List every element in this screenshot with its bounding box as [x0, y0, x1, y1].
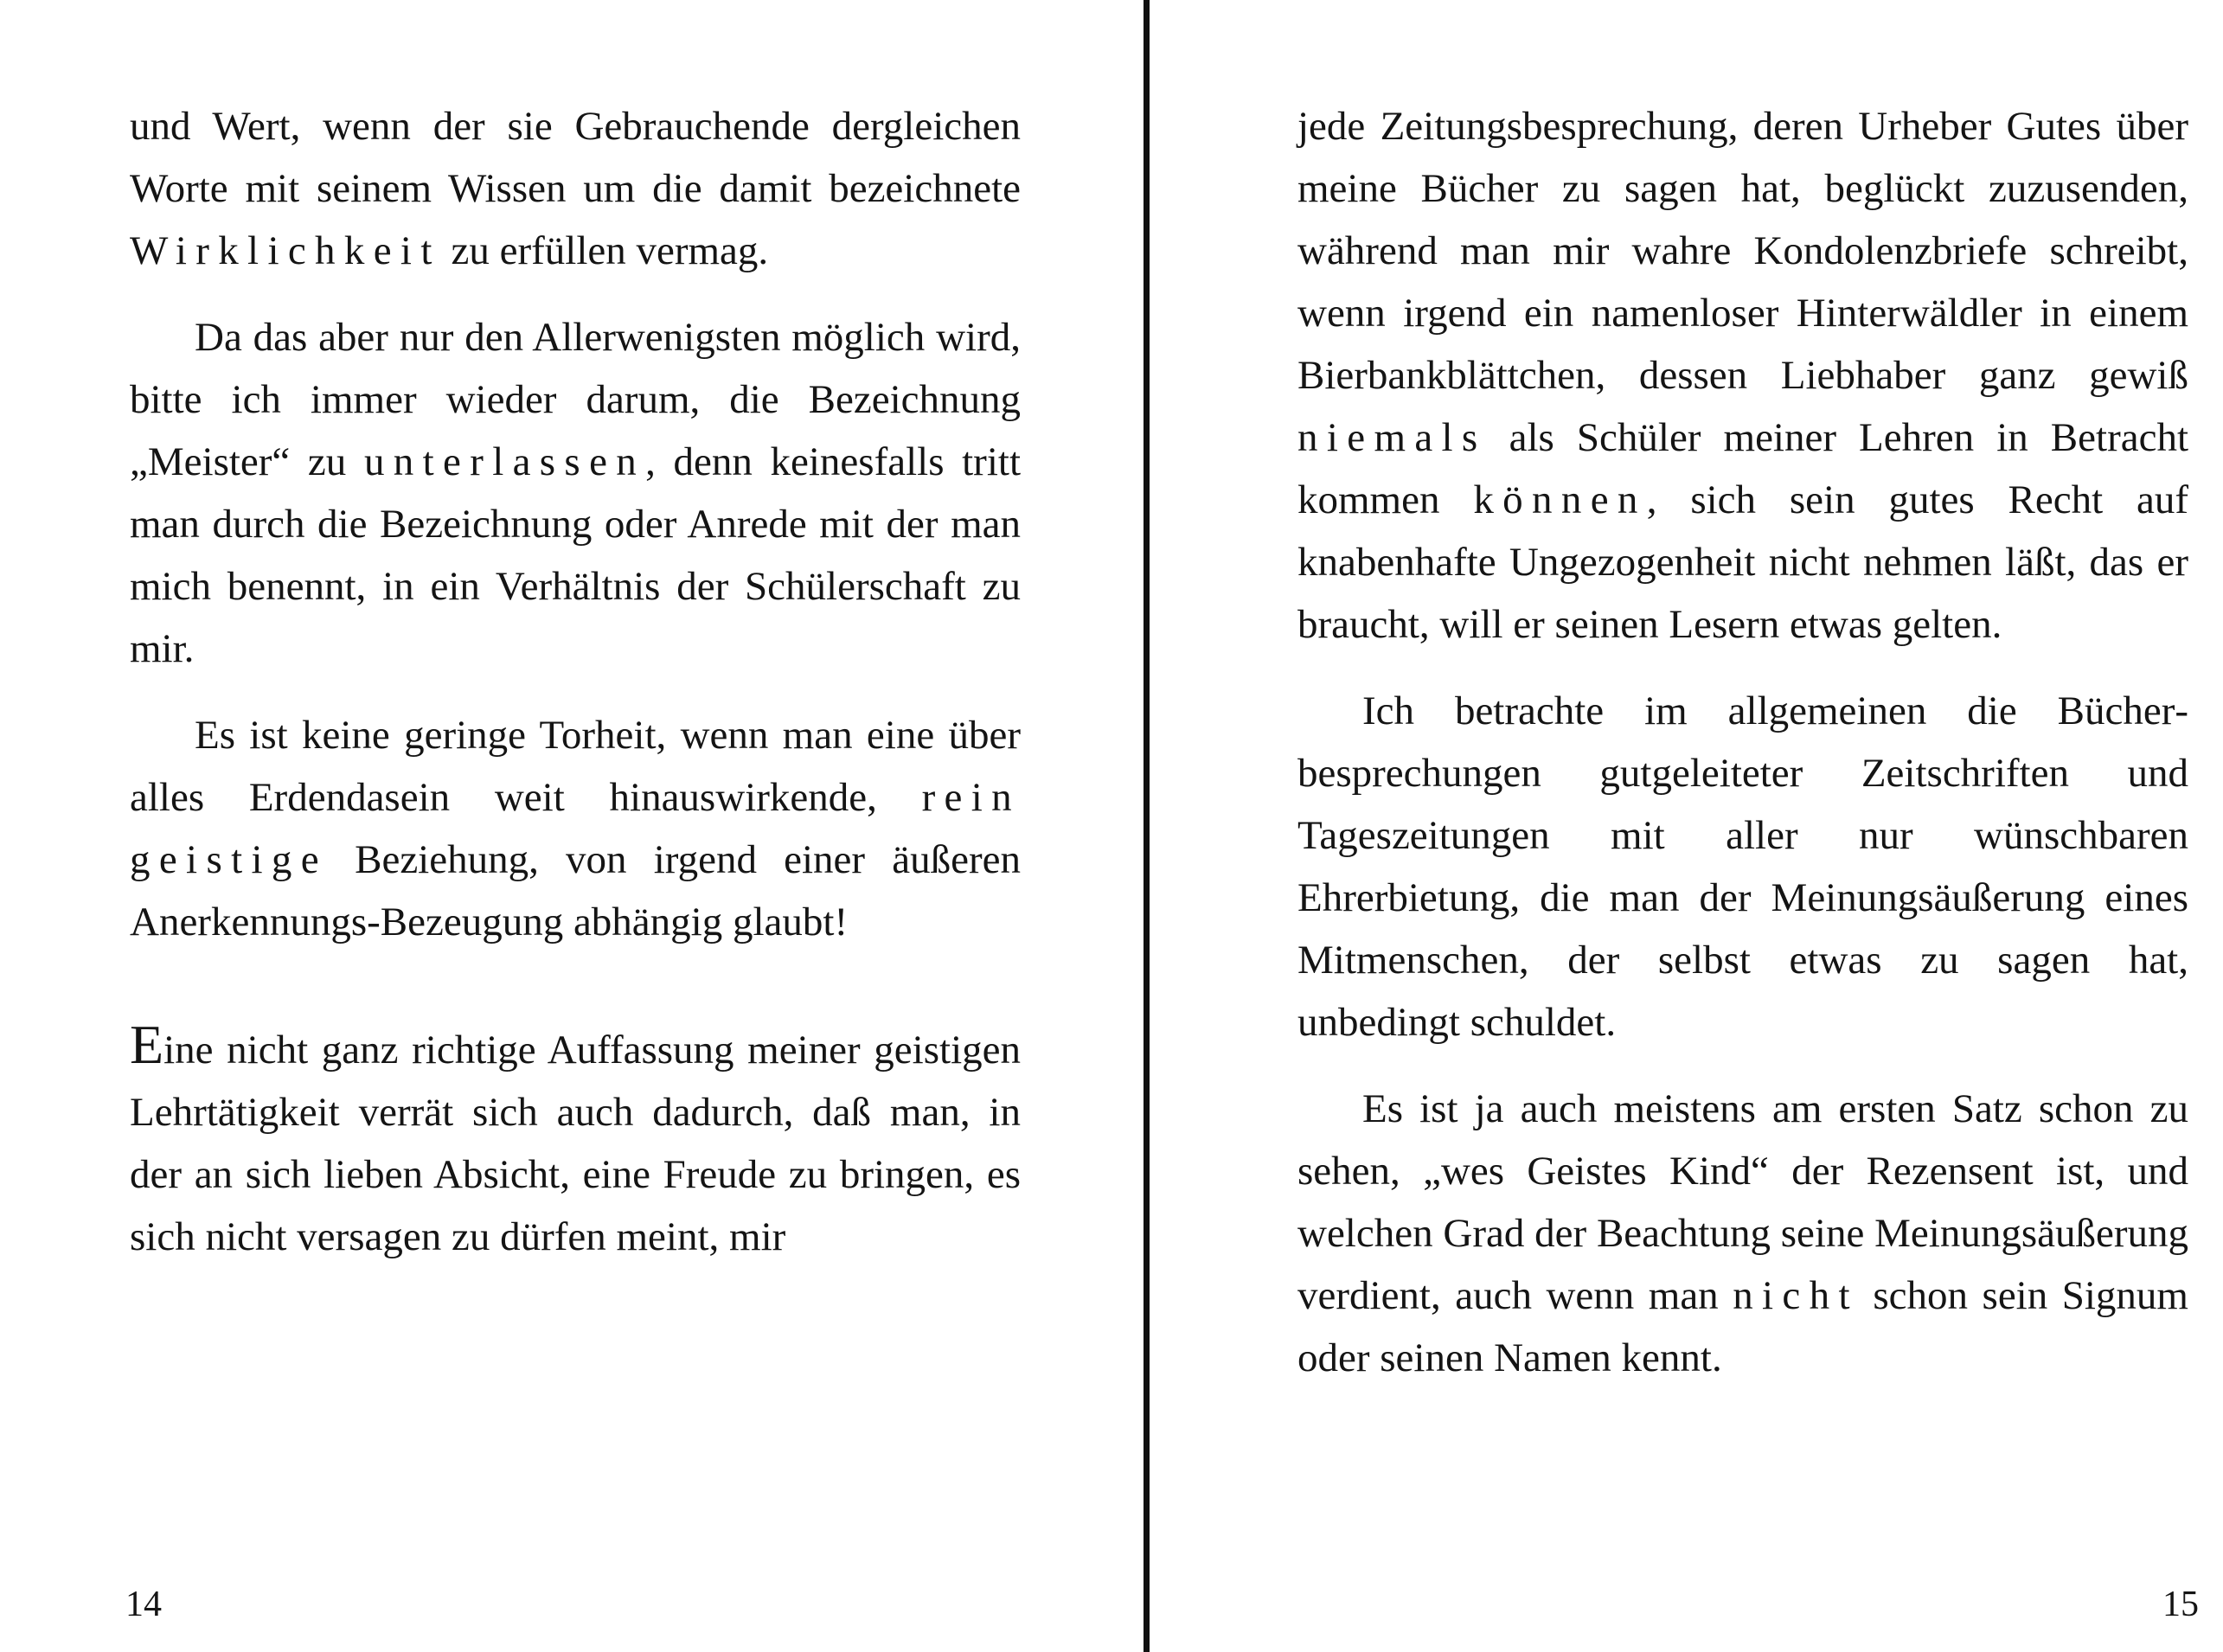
paragraph — [1297, 1078, 2188, 1389]
emphasized-text: Wirklichkeit — [130, 228, 441, 273]
text-run: als Schüler meiner Lehren in Betracht kommen — [1297, 415, 2188, 522]
emphasized-text: unterlassen — [363, 439, 646, 484]
right-page-text — [1297, 95, 2188, 1413]
text-run: Beziehung, von irgend einer äußeren Anerkennungs-Bezeugung abhängig glaubt! — [130, 837, 1021, 944]
emphasized-text: rein geistige — [130, 775, 1021, 882]
paragraph — [130, 95, 1021, 282]
text-run: Da das aber nur den Allerwenigsten möglich wird, bitte ich immer wieder darum, die Bezeichnung „Meister“ zu — [130, 315, 1021, 484]
emphasized-text: nicht — [1733, 1273, 1859, 1318]
right-page-number: 15 — [2162, 1585, 2199, 1624]
emphasized-text: können — [1473, 477, 1647, 522]
left-page-text — [130, 95, 1021, 1292]
text-run: ine nicht ganz richtige Auffassung meiner geistigen Lehrtätigkeit verrät sich auch dadurch, daß man, in der an sich lieben Absicht, eine Freude zu bringen, es sich nicht versagen zu dürfen meint, mir — [130, 1028, 1021, 1259]
right-page — [1112, 0, 2223, 1652]
paragraph — [130, 306, 1021, 680]
text-run: schon sein Signum oder seinen Namen kennt. — [1297, 1273, 2188, 1380]
text-run: und Wert, wenn der sie Gebrauchende dergleichen Worte mit seinem Wissen um die damit bezeichnete — [130, 104, 1021, 211]
text-run: Es ist ja auch meistens am ersten Satz schon zu sehen, „wes Geistes Kind“ der Rezensent ist, und welchen Grad der Beachtung seine Meinungsäußerung verdient, auch wenn man — [1297, 1086, 2188, 1318]
text-run: Es ist keine geringe Torheit, wenn man eine über alles Erdendasein weit hinauswirkende, — [130, 713, 1021, 820]
paragraph — [1297, 95, 2188, 656]
paragraph — [130, 704, 1021, 953]
initial-letter: E — [130, 1014, 164, 1075]
text-run: zu erfüllen vermag. — [440, 228, 769, 273]
text-run: , denn keinesfalls tritt man durch die Bezeichnung oder Anrede mit der man mich benennt, in ein Verhältnis der Schülerschaft zu mir. — [130, 439, 1022, 671]
text-run: , sich sein gutes Recht auf knabenhafte Ungezogenheit nicht nehmen läßt, das er braucht, will er seinen Lesern etwas gelten. — [1297, 477, 2188, 647]
emphasized-text: niemals — [1297, 415, 1487, 460]
paragraph — [130, 1014, 1021, 1268]
left-page-number: 14 — [125, 1585, 162, 1624]
text-run: jede Zeitungsbesprechung, deren Urheber Gutes über meine Bücher zu sagen hat, beglückt zuzusenden, während man mir wahre Kondolenzbriefe schreibt, wenn irgend ein namenloser Hinterwäldler in einem Bierbankblättchen, dessen Liebhaber ganz gewiß — [1297, 104, 2188, 398]
paragraph — [1297, 680, 2188, 1053]
text-run: Ich betrachte im allgemeinen die Bücherbesprechungen gutgeleiteter Zeitschriften und Tageszeitungen mit aller nur wünschbaren Ehrerbietung, die man der Meinungsäußerung eines Mitmenschen, der selbst etwas zu sagen hat, unbedingt schuldet. — [1297, 688, 2188, 1045]
